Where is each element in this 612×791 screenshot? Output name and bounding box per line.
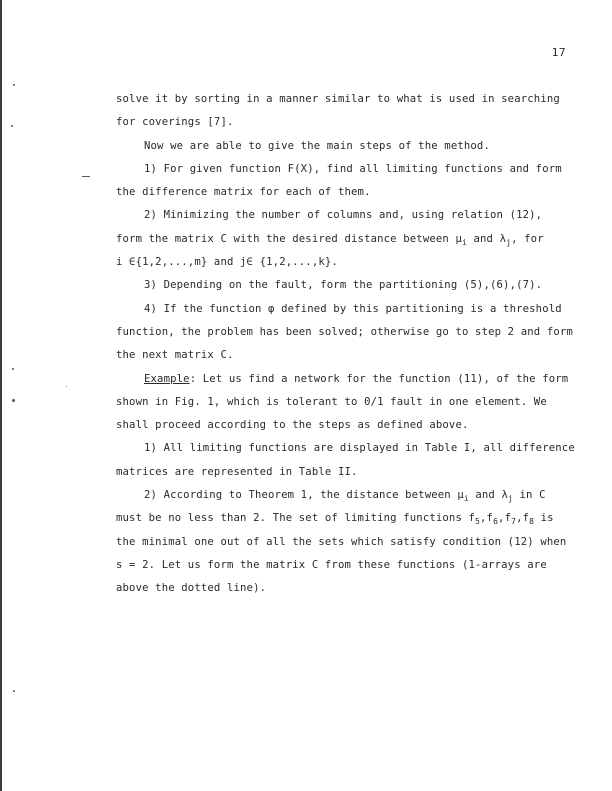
text-run: 2) According to Theorem 1, the distance between μ <box>144 489 464 502</box>
text-run: ,f <box>480 512 494 525</box>
text-line: solve it by sorting in a manner similar to what is used in searching <box>116 93 560 105</box>
text-run: is <box>534 512 554 525</box>
text-run: and λ <box>466 232 507 245</box>
text-run: ,f <box>516 512 530 525</box>
text-line: 4) If the function φ defined by this partitioning is a threshold <box>144 302 562 315</box>
subscript: i <box>463 494 469 504</box>
text-run: , for <box>511 232 544 245</box>
text-line <box>116 507 556 530</box>
scan-speck <box>13 690 15 692</box>
text-line <box>116 484 556 507</box>
scan-speck <box>12 368 14 370</box>
scan-speck <box>13 84 15 86</box>
page-number: 17 <box>551 46 566 59</box>
subscript: j <box>506 237 512 247</box>
subscript: i <box>461 237 467 247</box>
subscript: 5 <box>475 517 481 527</box>
scan-speck <box>11 125 13 127</box>
scan-speck <box>82 176 90 177</box>
text-line <box>116 228 556 251</box>
text-line: matrices are represented in Table II. <box>116 465 358 478</box>
text-line: function, the problem has been solved; otherwise go to step 2 and form <box>116 325 573 338</box>
text-run: Example <box>144 372 190 385</box>
text-run: and λ <box>468 489 509 502</box>
text-line: 1) For given function F(X), find all limiting functions and form <box>144 162 562 175</box>
text-line: s = 2. Let us form the matrix C from these functions (1-arrays are <box>116 558 547 571</box>
subscript: 8 <box>529 517 535 527</box>
text-line: i ∈{1,2,...,m} and j∈ {1,2,...,k}. <box>116 256 338 269</box>
subscript: 7 <box>511 517 517 527</box>
scan-speck <box>66 386 67 387</box>
text-line: the minimal one out of all the sets which satisfy condition (12) when <box>116 535 567 548</box>
text-line: 2) Minimizing the number of columns and, using relation (12), <box>144 209 543 222</box>
document-body <box>116 88 575 601</box>
subscript: 6 <box>493 517 499 527</box>
text-line <box>116 368 569 391</box>
text-line: 3) Depending on the fault, form the partitioning (5),(6),(7). <box>144 279 543 292</box>
scan-speck <box>12 399 15 402</box>
text-run: : Let us find a network for the function (11), of the form <box>189 372 569 385</box>
text-run: must be no less than 2. The set of limiting functions f <box>116 512 476 525</box>
text-line: shown in Fig. 1, which is tolerant to 0/1 fault in one element. We <box>116 395 547 408</box>
subscript: j <box>508 494 513 504</box>
page-left-edge <box>0 0 2 791</box>
text-line: Now we are able to give the main steps of the method. <box>144 139 490 152</box>
text-line: the next matrix C. <box>116 349 234 362</box>
text-line: above the dotted line). <box>116 582 267 595</box>
text-run: ,f <box>498 512 512 525</box>
text-run: form the matrix C with the desired distance between μ <box>116 232 462 245</box>
text-run: in C <box>512 489 546 502</box>
text-line: the difference matrix for each of them. <box>116 186 371 199</box>
text-line: shall proceed according to the steps as defined above. <box>116 419 469 432</box>
text-line: 1) All limiting functions are displayed in Table I, all difference <box>144 442 575 455</box>
text-line: for coverings [7]. <box>116 116 234 129</box>
